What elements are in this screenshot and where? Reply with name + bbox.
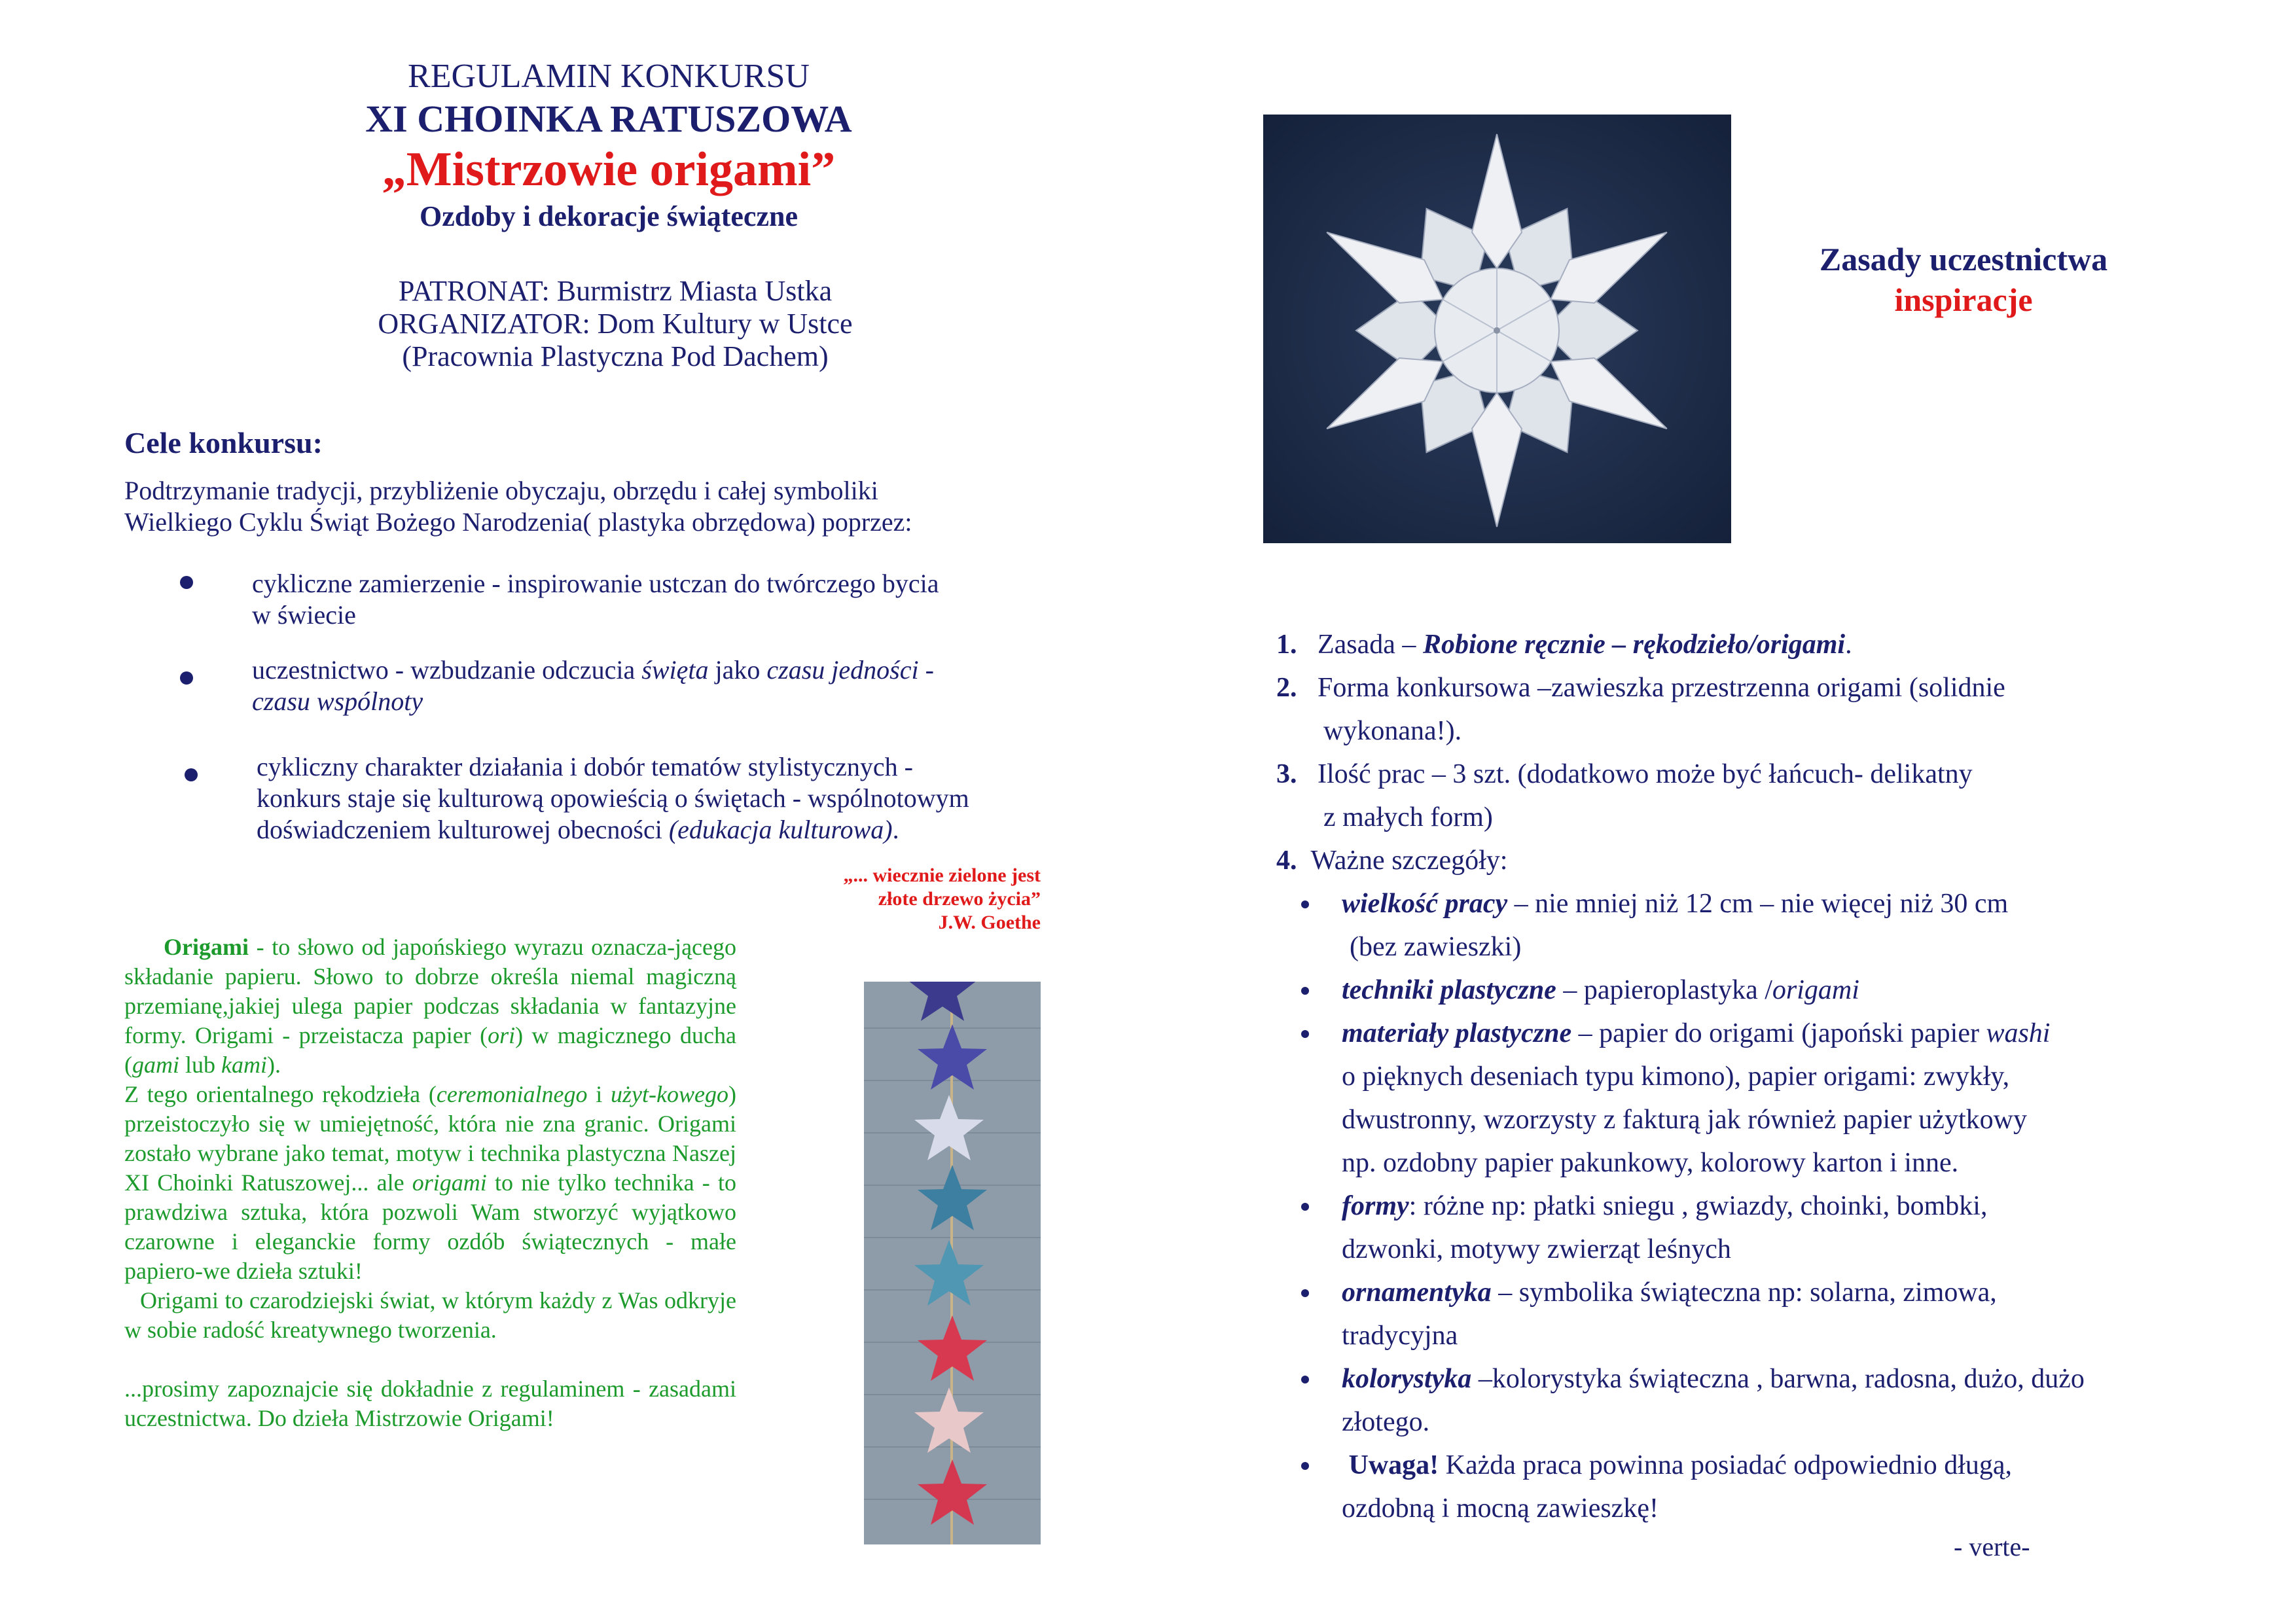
patronat: PATRONAT: Burmistrz Miasta Ustka <box>398 275 833 307</box>
title-regulamin: REGULAMIN KONKURSU <box>408 58 810 95</box>
bullet-dot-icon <box>180 576 193 589</box>
detail-item: Uwaga! Każda praca powinna posiadać odpowiednio długą, ozdobną i mocną zawieszkę! <box>1342 1444 2012 1530</box>
origami-paragraph: Origami - to słowo od japońskiego wyrazu oznacza-jącego składanie papieru. Słowo to dobrze określa niemal magiczną przemianę,jakiej ulega papier podczas składania w fantazyjne formy. Origami - przeistacza papier (ori) w magicznego ducha (gami lub kami). <box>124 934 736 1078</box>
detail-item: materiały plastyczne – papier do origami (japoński papier washi o pięknych deseniach typu kimono), papier origami: zwykły, dwustronny, wzorzysty z fakturą jak również papier użytkowy np. ozdobny papier pakunkowy, kolorowy karton i inne. <box>1342 1012 2050 1185</box>
origami-stars-garland-photo <box>864 982 1041 1544</box>
snowflake-icon <box>1263 115 1731 543</box>
quote-author: J.W. Goethe <box>938 912 1041 933</box>
detail-item: wielkość pracy – nie mniej niż 12 cm – nie więcej niż 30 cm (bez zawieszki) <box>1342 882 2008 969</box>
origami-paragraph: Z tego orientalnego rękodzieła (ceremonialnego i użyt-kowego) przeistoczyło się w umiejętność, która nie zna granic. Origami zostało wybrane jako temat, motyw i technika plastyczna Naszej XI Choinki Ratuszowej... ale origami to nie tylko technika - to prawdziwa sztuka, która pozwoli Wam stworzyć wyjątkowo czarowne i eleganckie formy ozdób świątecznych - małe papiero-we dzieła sztuki! <box>124 1081 736 1284</box>
detail-item: ornamentyka – symbolika świąteczna np: solarna, zimowa, tradycyjna <box>1342 1271 1997 1357</box>
goethe-quote: „... wiecznie zielone jest złote drzewo życia” J.W. Goethe <box>668 864 1041 935</box>
origami-snowflake-photo <box>1263 115 1731 543</box>
rule-item: 2. Forma konkursowa –zawieszka przestrzenna origami (solidnie wykonana!). <box>1276 673 2005 746</box>
detail-item: formy: różne np: płatki sniegu , gwiazdy, choinki, bombki, dzwonki, motywy zwierząt leśnych <box>1342 1185 1987 1271</box>
title-choinka: XI CHOINKA RATUSZOWA <box>365 98 852 140</box>
cele-bullet: uczestnictwo - wzbudzanie odczucia święta jako czasu jedności - czasu wspólnoty <box>252 654 1103 717</box>
origami-description <box>124 933 736 1433</box>
title-block <box>249 56 969 236</box>
title-mistrzowie: „Mistrzowie origami” <box>382 143 836 196</box>
cele-intro-line: Podtrzymanie tradycji, przybliżenie obyczaju, obrzędu i całej symboliki <box>124 476 878 505</box>
detail-item: techniki plastyczne – papieroplastyka /origami <box>1342 969 1859 1012</box>
rule-item: 1. Zasada – Robione ręcznie – rękodzieło/origami. <box>1276 630 1852 660</box>
rule-item: 3. Ilość prac – 3 szt. (dodatkowo może być łańcuch- delikatny z małych form) <box>1276 759 1973 832</box>
subtitle-ozdoby: Ozdoby i dekoracje świąteczne <box>420 200 798 232</box>
bullet-dot-icon <box>185 768 198 781</box>
bullet-dot-icon <box>180 671 193 685</box>
origami-paragraph: ...prosimy zapoznajcie się dokładnie z regulaminem - zasadami uczestnictwa. Do dzieła Mistrzowie Origami! <box>124 1376 736 1431</box>
cele-bullet: cykliczne zamierzenie - inspirowanie ustczan do twórczego bycia w świecie <box>252 568 1103 631</box>
detail-item: kolorystyka –kolorystyka świąteczna , barwna, radosna, dużo, dużo złotego. <box>1342 1357 2085 1444</box>
cele-heading: Cele konkursu: <box>124 426 323 459</box>
pracownia: (Pracownia Plastyczna Pod Dachem) <box>402 340 829 372</box>
origami-paragraph: Origami to czarodziejski świat, w którym każdy z Was odkryje w sobie radość kreatywnego tworzenia. <box>124 1287 736 1343</box>
rule-item: 4. Ważne szczegóły: <box>1276 846 1508 876</box>
origami-star-icons <box>864 982 1041 1544</box>
cele-bullet: cykliczny charakter działania i dobór tematów stylistycznych - konkurs staje się kulturową opowieścią o świętach - wspólnotowym doświadczeniem kulturowej obecności (edukacja kulturowa). <box>257 751 1107 846</box>
cele-intro-line: Wielkiego Cyklu Świąt Bożego Narodzenia( plastyka obrzędowa) poprzez: <box>124 507 912 537</box>
organizator: ORGANIZATOR: Dom Kultury w Ustce <box>378 308 853 340</box>
cele-intro <box>124 475 1106 538</box>
verte-note: - verte- <box>1954 1532 2030 1561</box>
zasady-heading: Zasady uczestnictwa inspiracje <box>1819 241 2108 318</box>
organizers-block <box>281 275 949 373</box>
